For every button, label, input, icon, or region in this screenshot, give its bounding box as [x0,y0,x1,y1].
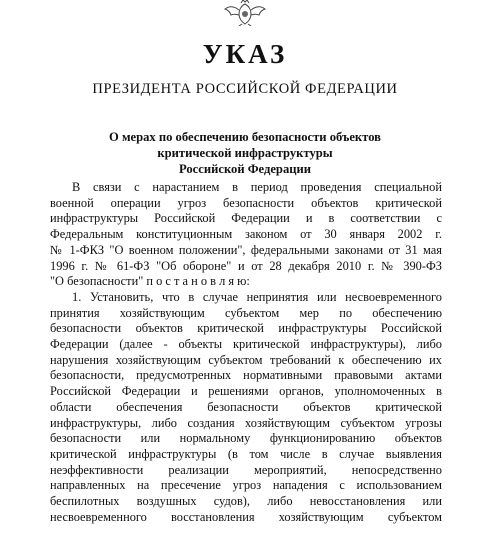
text-line: 1996 г. № 61-ФЗ "Об обороне" и от 28 декабря 2010 г. № 390-ФЗ [50,258,442,273]
text-line: В связи с нарастанием в период проведения специальной [72,180,442,194]
document-body [50,180,442,525]
text-line: принятия хозяйствующим субъектом мер по обеспечению [50,305,442,320]
text-line: "О безопасности" п о с т а н о в л я ю: [50,274,250,289]
text-line: Российской Федерации и решениями органов, уполномоченных в [50,384,442,399]
text-line: инфраструктуры Российской Федерации и в соответствии с [50,211,442,226]
text-line: военной операции угроз безопасности объектов критической [50,195,442,210]
heading-line: О мерах по обеспечению безопасности объектов [109,130,381,144]
text-line: направленных на пресечение угроз нападения с использованием [50,478,442,493]
article-1-paragraph [50,290,442,526]
coat-of-arms-icon [219,0,271,26]
text-line: безопасности или нормальному функционированию объектов [50,431,442,446]
text-line: № 1-ФКЗ "О военном положении", федеральными законами от 31 мая [50,242,442,257]
text-line: неэффективности реализации мероприятий, непосредственно [50,462,442,477]
text-line: инфраструктуры, либо создания хозяйствующим субъектом угрозы [50,415,442,430]
text-line: безопасности объектов критической инфраструктуры Российской [50,321,442,336]
decree-title: УКАЗ [202,39,288,69]
document-heading [0,129,490,177]
text-line: Федеральным конституционным законом от 30 января 2002 г. [50,227,442,242]
heading-line: Российской Федерации [178,162,312,176]
text-line: 1. Установить, что в случае непринятия или несвоевременного [72,289,442,304]
heading-line: критической инфраструктуры [157,146,333,160]
text-line: области обеспечения безопасности объектов критической [50,399,442,414]
text-line: критической инфраструктуры (в том числе в случае выявления [50,446,442,461]
text-line: несвоевременного восстановления хозяйствующим субъектом [50,509,442,524]
text-line: безопасности, предусмотренных нормативными правовыми актами [50,368,442,383]
decree-subtitle: ПРЕЗИДЕНТА РОССИЙСКОЙ ФЕДЕРАЦИИ [92,81,398,97]
preamble-paragraph [50,180,442,290]
text-line: Федерации (далее - объекты критической инфраструктуры), либо [50,337,442,352]
text-line: нарушения хозяйствующим субъектом требований к обеспечению их [50,352,442,367]
text-line: беспилотных воздушных судов), либо невосстановления или [50,494,442,509]
